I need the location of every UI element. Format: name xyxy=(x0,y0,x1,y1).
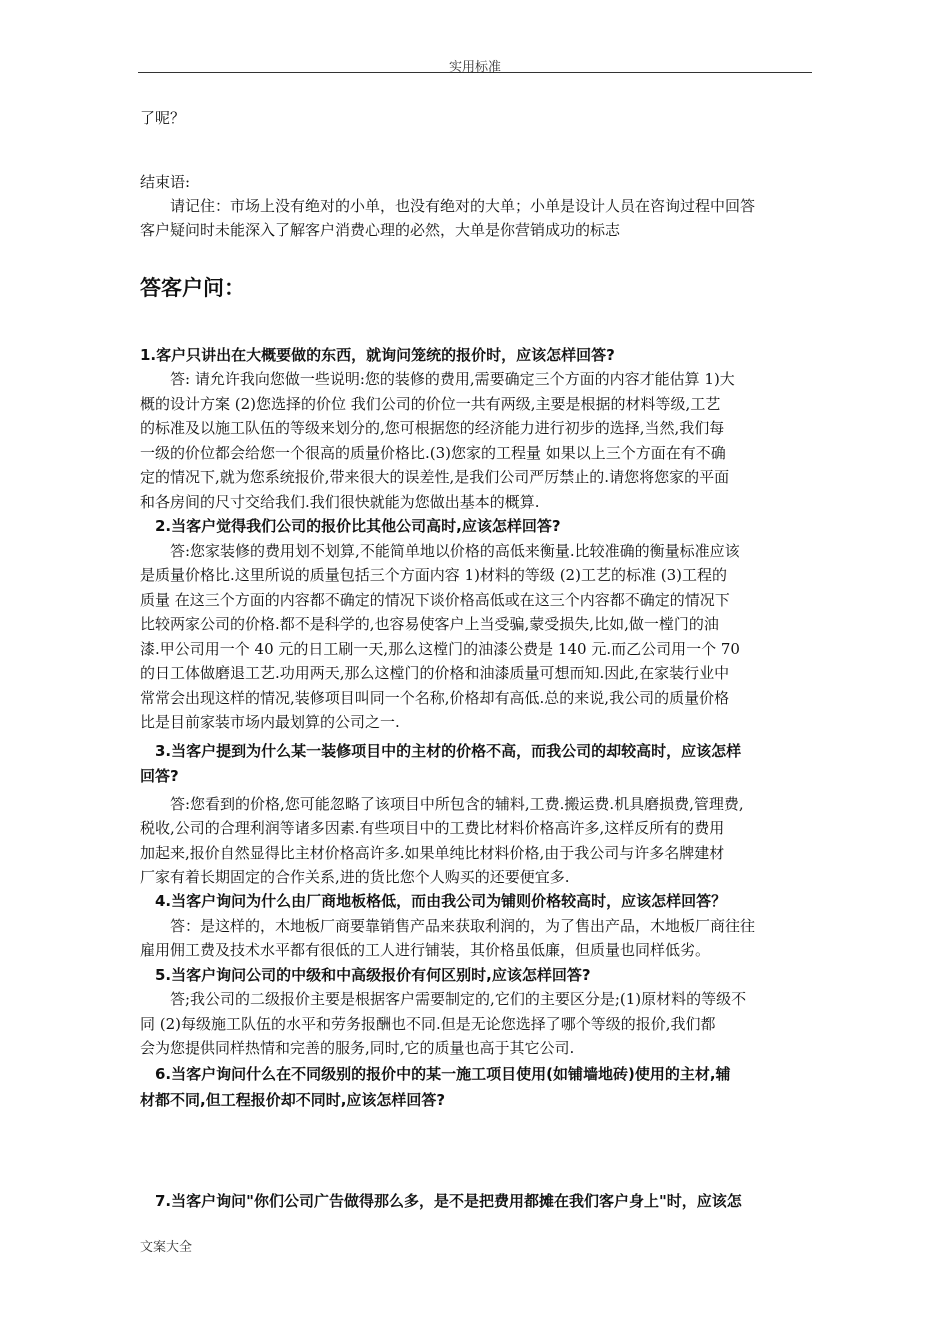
answer-line: 答;我公司的二级报价主要是根据客户需要制定的,它们的主要区分是;(1)原材料的等级不 xyxy=(170,990,747,1008)
closing-text-line: 客户疑问时未能深入了解客户消费心理的必然，大单是你营销成功的标志 xyxy=(140,221,621,239)
question-5: 5.当客户询问公司的中级和中高级报价有何区别时,应该怎样回答? xyxy=(155,966,591,984)
answer-line: 常常会出现这样的情况,装修项目叫同一个名称,价格却有高低.总的来说,我公司的质量价格 xyxy=(140,689,730,707)
answer-line: 税收,公司的合理利润等诸多因素.有些项目中的工费比材料价格高许多,这样反所有的费用 xyxy=(140,819,725,837)
question-6-cont: 材都不同,但工程报价却不同时,应该怎样回答? xyxy=(140,1091,446,1109)
answer-line: 会为您提供同样热情和完善的服务,同时,它的质量也高于其它公司. xyxy=(140,1039,575,1057)
answer-line: 同 (2)每级施工队伍的水平和劳务报酬也不同.但是无论您选择了哪个等级的报价,我们都 xyxy=(140,1015,716,1033)
page-header: 实用标准 xyxy=(448,60,501,75)
answer-line: 答:您看到的价格,您可能忽略了该项目中所包含的辅料,工费.搬运费.机具磨损费,管理费, xyxy=(170,795,744,813)
answer-line: 的标准及以施工队伍的等级来划分的,您可根据您的经济能力进行初步的选择,当然,我们每 xyxy=(140,419,725,437)
answer-line: 答：是这样的，木地板厂商要靠销售产品来获取利润的，为了售出产品，木地板厂商往往 xyxy=(170,917,756,935)
answer-line: 雇用佣工费及技术水平都有很低的工人进行铺装，其价格虽低廉，但质量也同样低劣。 xyxy=(140,941,711,959)
question-4: 4.当客户询问为什么由厂商地板格低，而由我公司为铺则价格较高时，应该怎样回答？ xyxy=(155,892,727,910)
page-footer: 文案大全 xyxy=(140,1240,193,1255)
answer-line: 是质量价格比.这里所说的质量包括三个方面内容 1)材料的等级 (2)工艺的标准 (3)工程的 xyxy=(140,566,727,584)
section-heading: 答客户问： xyxy=(140,276,245,300)
question-6: 6.当客户询问什么在不同级别的报价中的某一施工项目使用(如铺墙地砖)使用的主材,辅 xyxy=(155,1065,731,1083)
question-2: 2.当客户觉得我们公司的报价比其他公司高时,应该怎样回答? xyxy=(155,517,561,535)
answer-line: 的日工体做磨退工艺.功用两天,那么这樘门的价格和油漆质量可想而知.因此,在家装行业中 xyxy=(140,664,730,682)
closing-text-line: 请记住：市场上没有绝对的小单，也没有绝对的大单；小单是设计人员在咨询过程中回答 xyxy=(170,197,756,215)
answer-line: 定的情况下,就为您系统报价,带来很大的误差性,是我们公司严厉禁止的.请您将您家的平面 xyxy=(140,468,730,486)
header-rule xyxy=(138,72,812,73)
question-7: 7.当客户询问"你们公司广告做得那么多，是不是把费用都摊在我们客户身上"时，应该怎 xyxy=(155,1192,742,1210)
answer-line: 漆.甲公司用一个 40 元的日工刷一天,那么这樘门的油漆公费是 140 元.而乙公司用一个 70 xyxy=(140,640,740,658)
question-3-cont: 回答? xyxy=(140,767,179,785)
answer-line: 概的设计方案 (2)您选择的价位 我们公司的价位一共有两级,主要是根据的材料等级,工艺 xyxy=(140,395,721,413)
answer-line: 比是目前家装市场内最划算的公司之一. xyxy=(140,713,400,731)
answer-line: 比较两家公司的价格.都不是科学的,也容易使客户上当受骗,蒙受损失,比如,做一樘门的油 xyxy=(140,615,719,633)
question-3: 3.当客户提到为什么某一装修项目中的主材的价格不高，而我公司的却较高时，应该怎样 xyxy=(155,742,742,760)
answer-line: 答:您家装修的费用划不划算,不能简单地以价格的高低来衡量.比较准确的衡量标准应该 xyxy=(170,542,740,560)
answer-line: 厂家有着长期固定的合作关系,进的货比您个人购买的还要便宜多. xyxy=(140,868,570,886)
answer-line: 一级的价位都会给您一个很高的质量价格比.(3)您家的工程量 如果以上三个方面在有不确 xyxy=(140,444,726,462)
closing-label: 结束语: xyxy=(140,173,191,191)
answer-line: 和各房间的尺寸交给我们.我们很快就能为您做出基本的概算. xyxy=(140,493,540,511)
answer-line: 质量 在这三个方面的内容都不确定的情况下谈价格高低或在这三个内容都不确定的情况下 xyxy=(140,591,730,609)
intro-line: 了呢？ xyxy=(140,109,186,127)
question-1: 1.客户只讲出在大概要做的东西，就询问笼统的报价时，应该怎样回答? xyxy=(140,346,615,364)
answer-line: 答: 请允许我向您做一些说明:您的装修的费用,需要确定三个方面的内容才能估算 1)大 xyxy=(170,370,735,388)
answer-line: 加起来,报价自然显得比主材价格高许多.如果单纯比材料价格,由于我公司与许多名牌建材 xyxy=(140,844,725,862)
